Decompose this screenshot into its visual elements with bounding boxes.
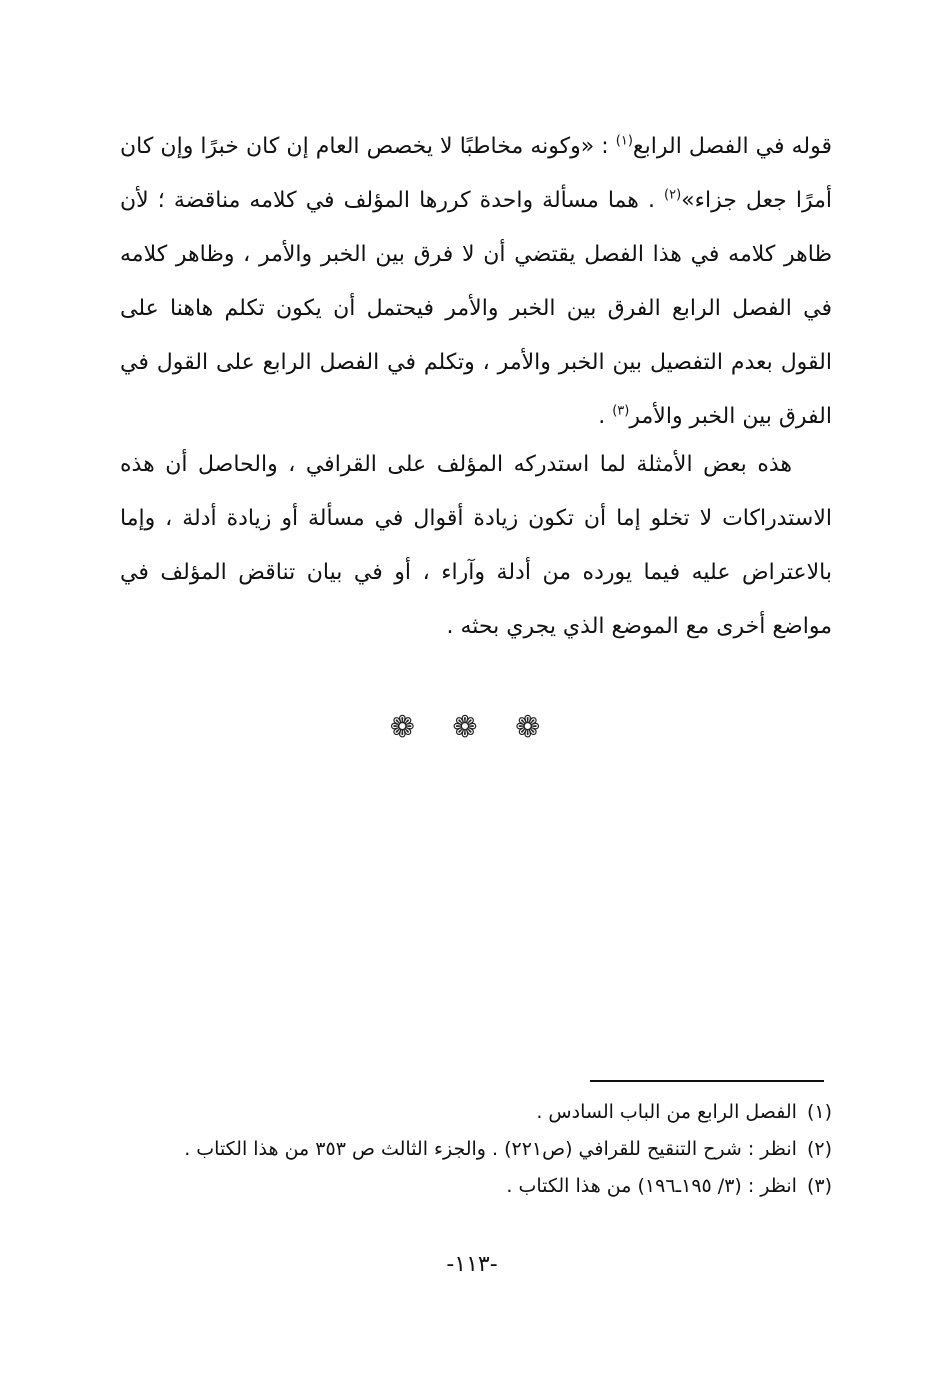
footnote-ref-2: (٢) (664, 187, 682, 203)
flower-ornament-icon: ❁ (515, 710, 555, 745)
footnote-number: (٢) (806, 1138, 832, 1160)
footnote-number: (٣) (806, 1175, 832, 1197)
flower-ornament-icon: ❁ (452, 710, 492, 745)
footnote-2 (120, 1131, 832, 1168)
footnote-text: الفصل الرابع من الباب السادس . (536, 1101, 797, 1123)
paragraph-2: هذه بعض الأمثلة لما استدركه المؤلف على القرافي ، والحاصل أن هذه الاستدراكات لا تخلو إما أن تكون زيادة أقوال في مسألة أو زيادة أدلة ، وإما بالاعتراض عليه فيما يورده من أدلة وآراء ، أو في بيان تناقض المؤلف في مواضع أخرى مع الموضع الذي يجري بحثه . (120, 452, 832, 639)
section-divider (0, 710, 944, 745)
footnote-3 (120, 1168, 832, 1205)
flower-ornament-icon: ❁ (389, 710, 429, 745)
paragraph-1 (120, 120, 832, 444)
footnotes (120, 1094, 832, 1205)
footnote-separator (590, 1080, 824, 1082)
paragraph-1-text-c: . هما مسألة واحدة كررها المؤلف في كلامه مناقضة ؛ لأن ظاهر كلامه في هذا الفصل يقتضي أن لا فرق بين الخبر والأمر ، وظاهر كلامه في الفصل الرابع الفرق بين الخبر والأمر فيحتمل أن يكون تكلم هاهنا على القول بعدم التفصيل بين الخبر والأمر ، وتكلم في الفصل الرابع على القول في الفرق بين الخبر والأمر (120, 188, 832, 429)
paragraph-1-text-b: : «وكونه مخاطبًا لا يخصص العام إن كان خبرًا وإن كان أمرًا جعل جزاء» (120, 134, 832, 213)
footnote-number: (١) (806, 1101, 832, 1123)
footnote-1 (120, 1094, 832, 1131)
page-number: -١١٣- (446, 1252, 498, 1277)
paragraph-1-text-d: . (598, 404, 613, 429)
footnote-text: انظر : شرح التنقيح للقرافي (ص٢٢١) . والجزء الثالث ص ٣٥٣ من هذا الكتاب . (184, 1138, 797, 1160)
footnote-ref-3: (٣) (612, 403, 630, 419)
paragraph-1-text-a: قوله في الفصل الرابع (632, 134, 832, 159)
footnote-text: انظر : (٣/ ١٩٥ـ١٩٦) من هذا الكتاب . (506, 1175, 797, 1197)
footnote-ref-1: (١) (615, 133, 633, 149)
